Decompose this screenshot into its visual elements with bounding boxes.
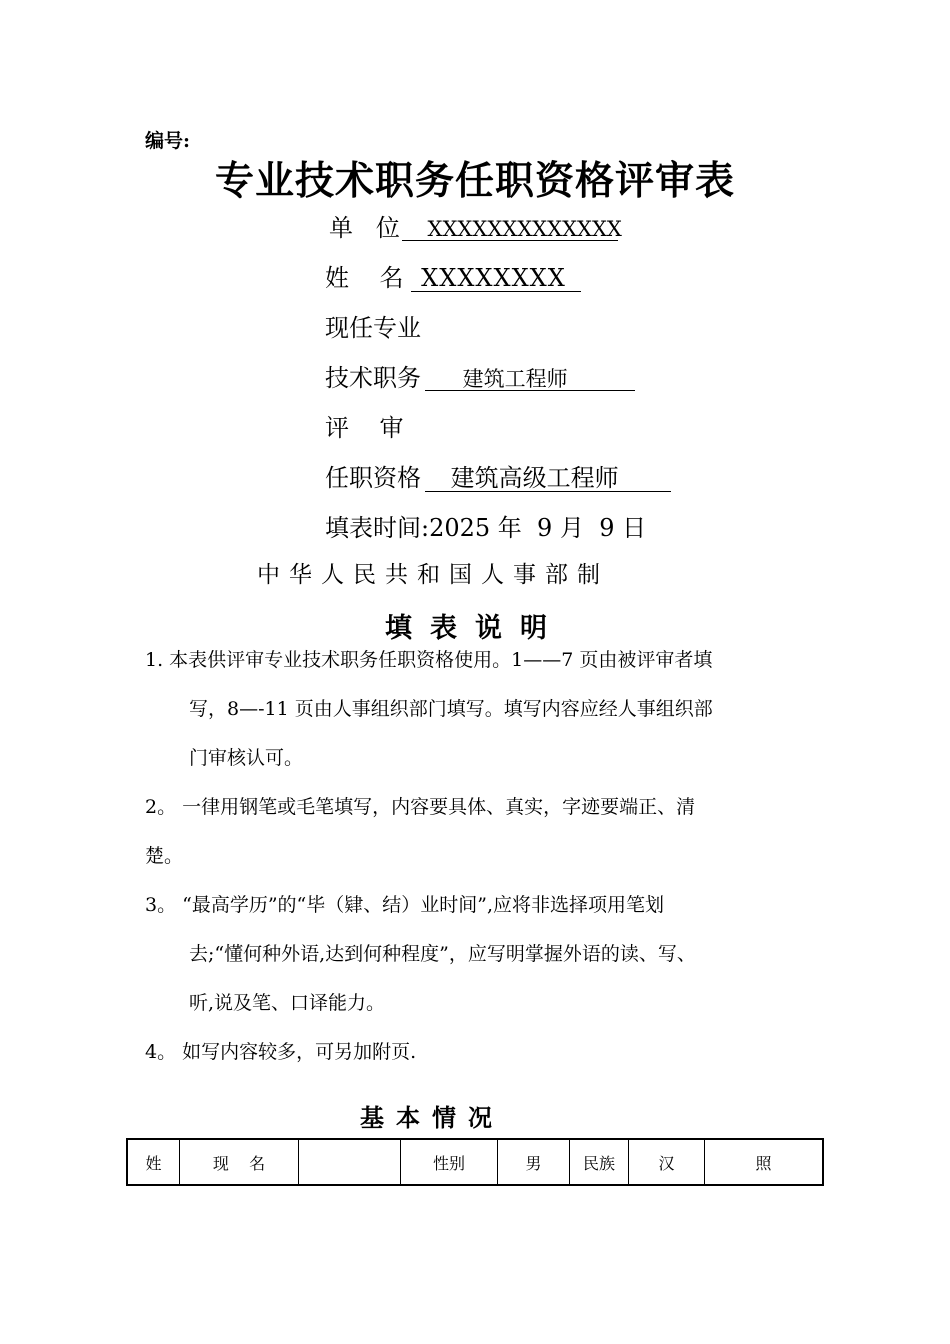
table-cell: 现 名 [180, 1139, 299, 1185]
specialty-label: 现任专业 [325, 314, 421, 342]
unit-value: XXXXXXXXXXXXX [402, 218, 618, 241]
table-cell: 姓 [127, 1139, 180, 1185]
basic-info-table [126, 1138, 824, 1186]
instruction-item-3 [145, 881, 696, 1028]
instruction-item-2 [145, 783, 695, 881]
unit-field [325, 208, 622, 243]
name-label: 姓 名 [325, 264, 404, 292]
instruction-line: 门审核认可。 [189, 747, 304, 769]
name-field [325, 258, 581, 293]
instruction-line: 2。 一律用钢笔或毛笔填写，内容要具体、真实，字迹要端正、清 [145, 796, 696, 818]
position-label: 技术职务 [325, 364, 421, 392]
instruction-line: 听,说及笔、口译能力。 [189, 992, 386, 1014]
instruction-line: 4。 如写内容较多，可另加附页. [145, 1041, 417, 1063]
position-value: 建筑工程师 [425, 368, 635, 391]
unit-label: 单 位 [329, 214, 400, 242]
table-cell: 男 [498, 1139, 570, 1185]
instruction-line: 1. 本表供评审专业技术职务任职资格使用。1——7 页由被评审者填 [145, 649, 713, 671]
table-cell [299, 1139, 401, 1185]
instruction-item-4 [145, 1028, 416, 1077]
table-cell: 民族 [570, 1139, 629, 1185]
form-title: 专业技术职务任职资格评审表 [214, 158, 735, 204]
table-cell: 性别 [401, 1139, 498, 1185]
specialty-field [325, 308, 421, 343]
instruction-line: 去;“懂何种外语,达到何种程度”，应写明掌握外语的读、写、 [189, 943, 696, 965]
fill-date: 填表时间:2025 年 9 月 9 日 [325, 514, 647, 542]
issuing-ministry: 中华人民共和国人事部制 [257, 562, 609, 588]
qualification-value: 建筑高级工程师 [425, 466, 671, 492]
instruction-item-1 [145, 636, 713, 783]
table-cell: 汉 [629, 1139, 705, 1185]
name-value: XXXXXXXX [411, 266, 581, 292]
basic-info-heading: 基本情况 [360, 1103, 504, 1132]
table-cell: 照 [705, 1139, 824, 1185]
instructions-heading: 填表说明 [385, 613, 565, 644]
position-field [325, 358, 635, 393]
instruction-line: 楚。 [145, 845, 184, 867]
instruction-line: 3。 “最高学历”的“毕（肄、结）业时间”,应将非选择项用笔划 [145, 894, 665, 916]
qualification-label: 任职资格 [325, 464, 421, 492]
qualification-field [325, 458, 671, 493]
serial-number-label: 编号: [145, 130, 191, 152]
review-label: 评 审 [325, 414, 404, 442]
instruction-line: 写，8—-11 页由人事组织部门填写。填写内容应经人事组织部 [189, 698, 713, 720]
table-row [127, 1139, 823, 1185]
review-field [325, 408, 404, 443]
